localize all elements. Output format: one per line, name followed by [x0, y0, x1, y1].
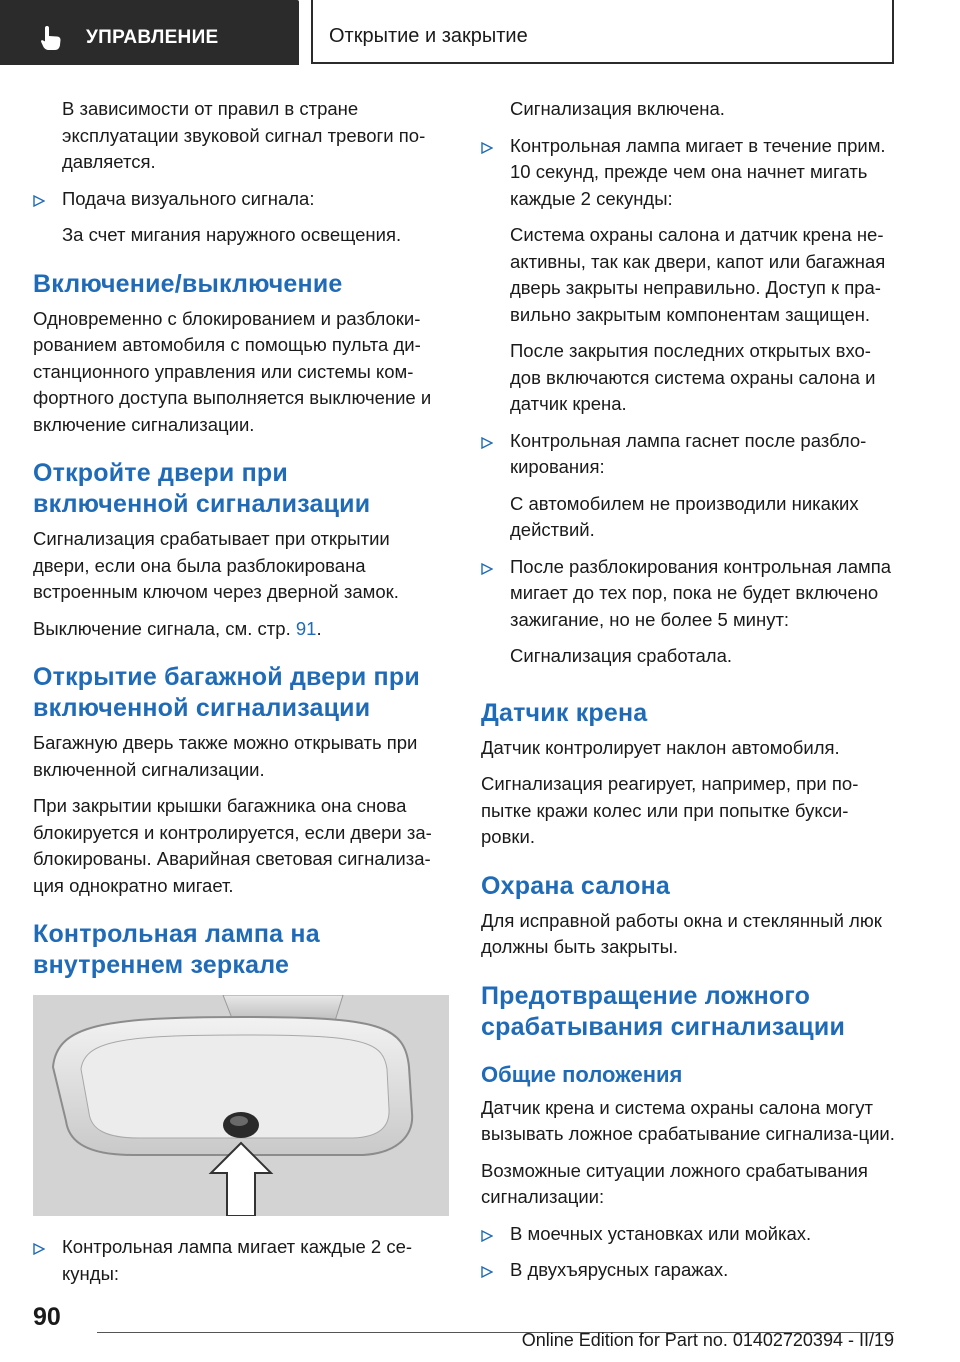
bullet-text: Контрольная лампа мигает каждые 2 се-кунды: — [62, 1236, 413, 1284]
bullet-subtext: За счет мигания наружного освещения. — [62, 224, 402, 245]
edition-text: Online Edition for Part no. 01402720394 - II/19 — [521, 1330, 894, 1350]
page-link[interactable]: 91 — [295, 617, 317, 639]
topic-box — [311, 0, 894, 64]
heading-tilt-sensor: Датчик крена — [481, 698, 648, 727]
section-title: УПРАВЛЕНИЕ — [86, 27, 219, 48]
hand-pointer-icon — [40, 25, 62, 51]
page-number: 90 — [33, 1303, 61, 1331]
bullet-item — [481, 133, 897, 213]
bullet-triangle-icon — [33, 1243, 45, 1255]
bullet-triangle-icon — [33, 195, 45, 207]
section-tab — [0, 0, 299, 65]
rearview-mirror-image — [33, 995, 449, 1216]
bullet-item — [33, 1234, 449, 1287]
topic-title: Открытие и закрытие — [329, 25, 528, 47]
bullet-subtext: После закрытия последних открытых вхо-дов включаются система охраны салона и датчик крена. — [510, 340, 876, 414]
bullet-triangle-icon — [481, 1266, 493, 1278]
paragraph: В зависимости от правил в стране эксплуатации звуковой сигнал тревоги по-давляется. — [62, 98, 426, 172]
paragraph: Одновременно с блокированием и разблоки-рованием автомобиля с помощью пульта ди-станционного управления или системы ком-фортного доступа выполняется выключение и включение сигнализации. — [33, 307, 432, 435]
bullet-text: После разблокирования контрольная лампа мигает до тех пор, пока не будет включено зажигание, но не более 5 минут: — [510, 555, 892, 630]
heading-interior-protection: Охрана салона — [481, 871, 671, 900]
bullet-item — [481, 428, 897, 481]
paragraph: Датчик контролирует наклон автомобиля. — [481, 736, 840, 758]
text: . — [316, 617, 322, 639]
bullet-subtext: Сигнализация включена. — [510, 98, 725, 119]
paragraph: При закрытии крышки багажника она снова блокируется и контролируется, если двери за-блокированы. Аварийная световая сигнализа-ция однократно мигает. — [33, 795, 432, 896]
page-header — [0, 0, 960, 68]
bullet-subtext: Система охраны салона и датчик крена не-активны, так как двери, капот или багажная дверь закрыты неправильно. Доступ к пра-вильно закрытым компонентам защищен. — [510, 224, 886, 325]
bullet-item — [33, 186, 449, 213]
heading-open-doors: Откройте двери при включенной сигнализации — [33, 459, 371, 518]
bullet-triangle-icon — [481, 437, 493, 449]
mirror-illustration — [33, 995, 449, 1216]
bullet-item — [481, 1221, 897, 1248]
paragraph-with-link — [33, 616, 449, 643]
bullet-subtext: С автомобилем не производили никаких действий. — [510, 492, 859, 540]
bullet-text: В двухъярусных гаражах. — [510, 1259, 729, 1280]
bullet-text: Контрольная лампа мигает в течение прим. 10 секунд, прежде чем она начнет мигать каждые 2 секунды: — [510, 134, 886, 209]
heading-mirror-lamp: Контрольная лампа на внутреннем зеркале — [33, 920, 320, 979]
heading-on-off: Включение/выключение — [33, 269, 343, 298]
bullet-triangle-icon — [481, 563, 493, 575]
heading-false-alarm: Предотвращение ложного срабатывания сигнализации — [481, 981, 846, 1041]
paragraph: Для исправной работы окна и стеклянный люк должны быть закрыты. — [481, 909, 882, 957]
bullet-subtext: Сигнализация сработала. — [510, 645, 733, 666]
bullet-text: В моечных установках или мойках. — [510, 1222, 812, 1244]
paragraph: Сигнализация срабатывает при открытии двери, если она была разблокирована встроенным ключом через дверной замок. — [33, 528, 399, 602]
bullet-triangle-icon — [481, 1230, 493, 1242]
right-column — [481, 96, 897, 1284]
paragraph: Датчик крена и система охраны салона могут вызывать ложное срабатывание сигнализа-ции. — [481, 1096, 895, 1144]
paragraph: Возможные ситуации ложного срабатывания сигнализации: — [481, 1159, 868, 1207]
bullet-item — [481, 1257, 897, 1284]
paragraph: Багажную дверь также можно открывать при включенной сигнализации. — [33, 732, 418, 780]
bullet-triangle-icon — [481, 142, 493, 154]
bullet-text: Контрольная лампа гаснет после разбло-кирования: — [510, 429, 867, 477]
paragraph: Сигнализация реагирует, например, при по-пытке кражи колес или при попытке букси-ровки. — [481, 773, 859, 847]
heading-tailgate: Открытие багажной двери при включенной сигнализации — [33, 663, 420, 722]
left-column — [33, 96, 449, 1287]
text: Выключение сигнала, см. стр. — [33, 617, 296, 639]
bullet-text: Подача визуального сигнала: — [62, 187, 315, 209]
subheading-general: Общие положения — [481, 1061, 683, 1087]
bullet-item — [481, 554, 897, 634]
